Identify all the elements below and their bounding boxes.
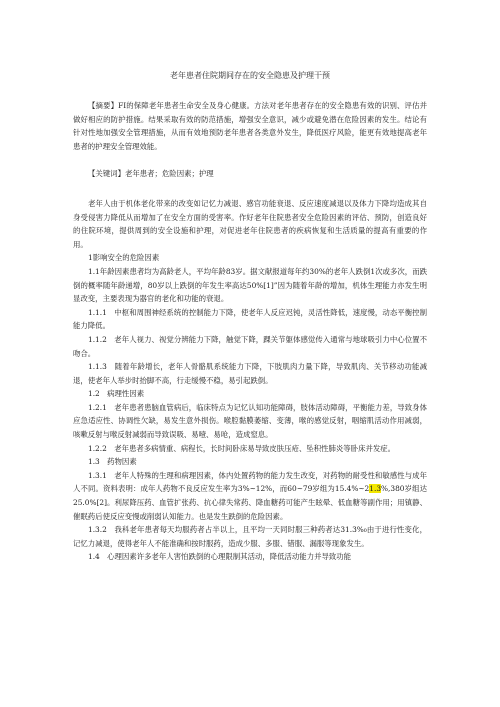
paragraph-1-1-3: 1.1.3 随着年龄增长，老年人骨骼肌系统能力下降，下肢肌肉力量下降，导致肌肉、关节移动功能减退，使老年人举步时抬脚不高，行走缓慢不稳，易引起跌倒。	[73, 362, 427, 385]
abstract-paragraph: 【摘要】FI的保障老年患者生命安全及身心健康。方法对老年患者存在的安全隐患有效的识别、评估并做好相应的防护措施。结果采取有效的防范措施，增强安全意识，减少或避免潜在危险因素的发生。结论有针对性地加强安全管理措施，从而有效地预防老年患者各类意外发生，降低医疗风险，能更有效地提高老年患者的护理安全管理效能。	[73, 101, 427, 151]
section-heading-1-2: 1.2 病理性因素	[88, 389, 145, 399]
section-heading-1: 1影响安全的危险因素	[88, 253, 160, 263]
paragraph-1-1-1: 1.1.1 中枢和周围神经系统的控制能力下降，使老年人反应迟钝，灵活性降低，速度慢，动态平衡控制能力降低。	[73, 307, 427, 331]
paragraph-1-2-2: 1.2.2 老年患者多病情重、病程长，长时间卧床易导致皮肤压疮、坠积性肺炎等卧床并发症。	[88, 443, 396, 453]
paragraph-1-3-1-part-a: 1.3.1 老年人特殊的生理和病理因素，体内处置药物的能力发生改变，对药物的耐受性和敏感性与成年人不同。资料表明：成年人药物不良反应发生率为3%~12%，而60~79岁组为15.4%~2	[73, 470, 427, 494]
paragraph-1-1: 1.1年龄因素患者均为高龄老人，平均年龄83岁。据文献报道每年约30%的老年人跌倒1次或多次，而跌倒的概率随年龄递增，80岁以上跌倒的年发生率高达50%[1]”因为随着年龄的增加，机体生理能力亦发生明显改变，主要表现为器官的老化和功能的衰退。	[73, 266, 427, 304]
keywords-line: 【关键词】老年患者；危险因素；护理	[88, 169, 214, 179]
paragraph-1-1-2: 1.1.2 老年人视力、视觉分辨能力下降，触觉下降，踝关节躯体感觉传入通常与地球吸引力中心位置不吻合。	[73, 334, 427, 358]
document-title: 老年患者住院期间存在的安全隐患及护理干预	[170, 71, 330, 80]
paragraph-1-3-1	[73, 469, 427, 523]
highlighted-text: 1.3	[369, 484, 382, 494]
paragraph-1-2-1: 1.2.1 老年患者患脑血管病后，临床特点为记忆认知功能障碍，肢体活动障碍，平衡能力差，导致身体应急适应性、协调性欠缺，易发生意外损伤。喉腔黏膜萎缩、变薄，喉的感觉反射，咽缩肌活动作用减弱，咳嗽反射与喉反射减弱而导致误吸、易噎、易呛，造成窒息。	[73, 402, 427, 440]
paragraph-1-3-1-part-b: %,380岁组达25.0%[2]。利尿降压药、血管扩张药、抗心律失常药、降血糖药可能产生眩晕、低血糖等副作用；用镇静、催眠药后使反应变慢或削弱认知能力。也是发生跌倒的危险因素。	[73, 484, 427, 521]
paragraph-1-4: 1.4 心理因素许多老年人害怕跌倒的心理限制其活动，降低活动能力并导致功能	[88, 552, 352, 562]
paragraph-1-3-2: 1.3.2 我科老年患者每天均服药者占半以上，且平均一天同时服三种药者达31.3%₀由于进行性变化，记忆力减退，使得老年人不能准确和按时服药，造成少服、多服、错服、漏服等现象发生。	[73, 525, 427, 548]
section-heading-1-3: 1.3 药物因素	[88, 457, 137, 467]
intro-paragraph: 老年人由于机体老化带来的改变如记忆力减退、感官功能衰退、反应速度减退以及体力下降均造成其自身受侵害力降低从而增加了在安全方面的受害率。作好老年住院患者安全危险因素的评估、预防，创造良好的住院环境，提供周到的安全设施和护理，对促进老年住院患者的疾病恢复和生活质量的提高有重要的作用。	[73, 198, 427, 249]
